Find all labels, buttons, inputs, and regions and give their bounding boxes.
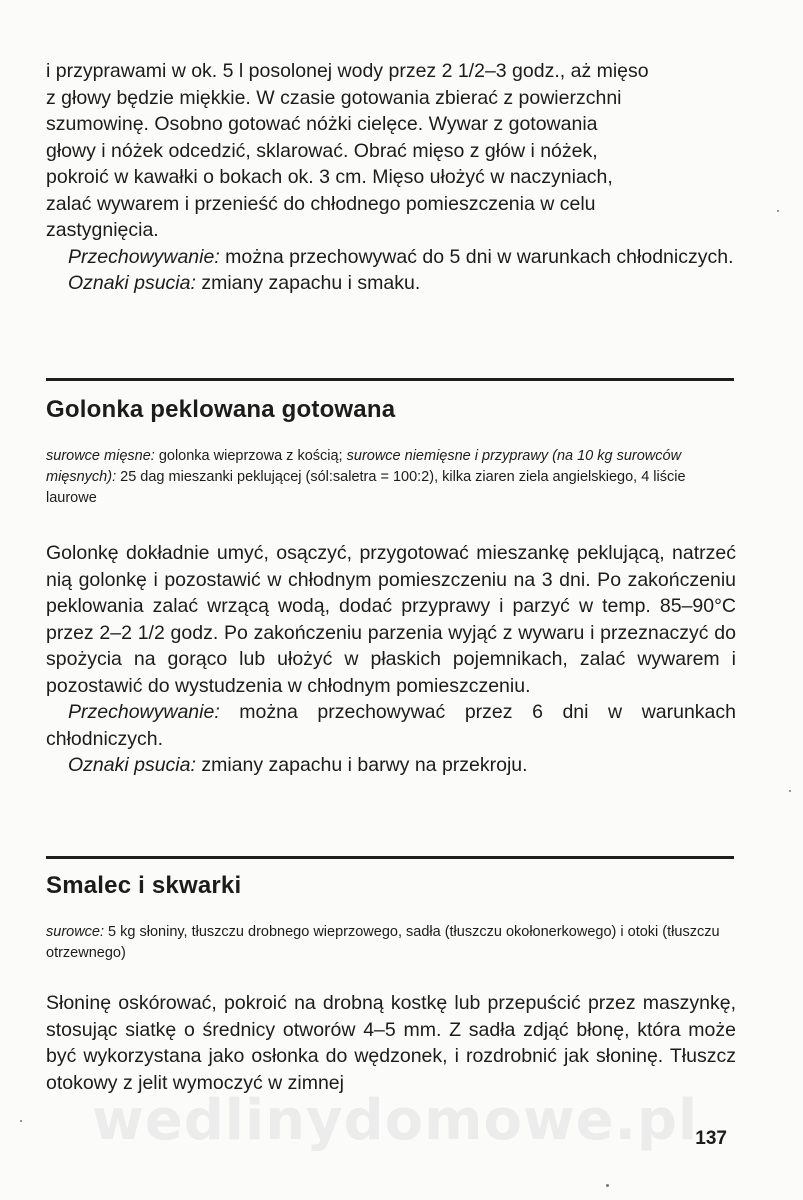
page-number: 137 xyxy=(695,1128,727,1149)
watermark: wedlinydomowe.pl xyxy=(92,1088,699,1153)
meat-label: surowce mięsne: xyxy=(46,448,155,464)
text-line: z głowy będzie miękkie. W czasie gotowania zbierać z powierzchni xyxy=(46,86,622,109)
section-1-text xyxy=(46,58,736,297)
storage-paragraph xyxy=(46,699,736,752)
storage-text: można przechowywać do 5 dni w warunkach chłodniczych. xyxy=(219,245,734,268)
storage-label: Przechowywanie: xyxy=(68,245,220,268)
section-2-text xyxy=(46,540,736,779)
text-line: pokroić w kawałki o bokach ok. 3 cm. Mięso ułożyć w naczyniach, xyxy=(46,166,613,188)
storage-paragraph xyxy=(46,244,736,271)
spoilage-paragraph xyxy=(46,270,736,297)
scan-speck xyxy=(20,1120,22,1122)
method-paragraph: Słoninę oskórować, pokroić na drobną kostkę lub przepuścić przez maszynkę, stosując siatkę o średnicy otworów 4–5 mm. Z sadła zdjąć błonę, która może być wykorzystana jako osłonka do wędzonek, i rozdrobnić jak słoninę. Tłuszcz otokowy z jelit wymoczyć w zimnej xyxy=(46,992,736,1094)
meat-text: golonka wieprzowa z kością; xyxy=(154,448,347,464)
spoilage-label: Oznaki psucia: xyxy=(68,754,196,776)
storage-text: można przechowywać przez 6 dni w warunkach chłodniczych. xyxy=(46,701,736,750)
text-line: zalać wywarem i przenieść do chłodnego pomieszczenia w celu xyxy=(46,192,596,215)
section-3-ingredients xyxy=(46,922,736,964)
method-paragraph: Golonkę dokładnie umyć, osączyć, przygotować mieszankę peklującą, natrzeć nią golonkę i pozostawić w chłodnym pomieszczeniu na 3 dni. Po zakończeniu peklowania zalać wrzącą wodą, dodać przyprawy i parzyć w temp. 85–90°C przez 2–2 1/2 godz. Po zakończeniu parzenia wyjąć z wywaru i przeznaczyć do spożycia na gorąco lub ułożyć w płaskich pojemnikach, zalać wywarem i pozostawić do wystudzenia w chłodnym pomieszczeniu. xyxy=(46,542,736,697)
ingredients-label: surowce: xyxy=(46,924,105,940)
ingredients-paragraph xyxy=(46,922,736,964)
text-line: głowy i nóżek odcedzić, sklarować. Obrać mięso z głów i nóżek, xyxy=(46,139,598,162)
scan-speck xyxy=(789,790,791,792)
section-2-ingredients xyxy=(46,446,736,509)
spoilage-text: zmiany zapachu i barwy na przekroju. xyxy=(195,754,528,776)
nonmeat-text: 25 dag mieszanki peklującej (sól:saletra = 100:2), kilka ziaren ziela angielskiego, 4 liście laurowe xyxy=(46,469,686,506)
spoilage-paragraph xyxy=(46,752,736,779)
spoilage-label: Oznaki psucia: xyxy=(68,272,196,294)
text-line: i przyprawami w ok. 5 l posolonej wody przez 2 1/2–3 godz., aż mięso xyxy=(46,60,649,82)
section-3-title: Smalec i skwarki xyxy=(46,872,242,899)
text-line: zastygnięcia. xyxy=(46,219,159,241)
ingredients-paragraph xyxy=(46,446,736,509)
section-2-title: Golonka peklowana gotowana xyxy=(46,396,396,423)
text-line: szumowinę. Osobno gotować nóżki cielęce. Wywar z gotowania xyxy=(46,113,598,135)
spoilage-text: zmiany zapachu i smaku. xyxy=(195,272,421,294)
storage-label: Przechowywanie: xyxy=(68,701,220,723)
nonmeat-label: surowce niemięsne i przyprawy (na 10 kg surowców mięsnych): xyxy=(46,448,682,485)
ingredients-text: 5 kg słoniny, tłuszczu drobnego wieprzowego, sadła (tłuszczu okołonerkowego) i otoki (tłuszczu otrzewnego) xyxy=(46,924,720,961)
scan-speck xyxy=(606,1184,609,1187)
section-3-text xyxy=(46,990,736,1096)
section-divider xyxy=(46,378,734,381)
scan-speck xyxy=(777,210,779,212)
section-divider xyxy=(46,856,734,859)
